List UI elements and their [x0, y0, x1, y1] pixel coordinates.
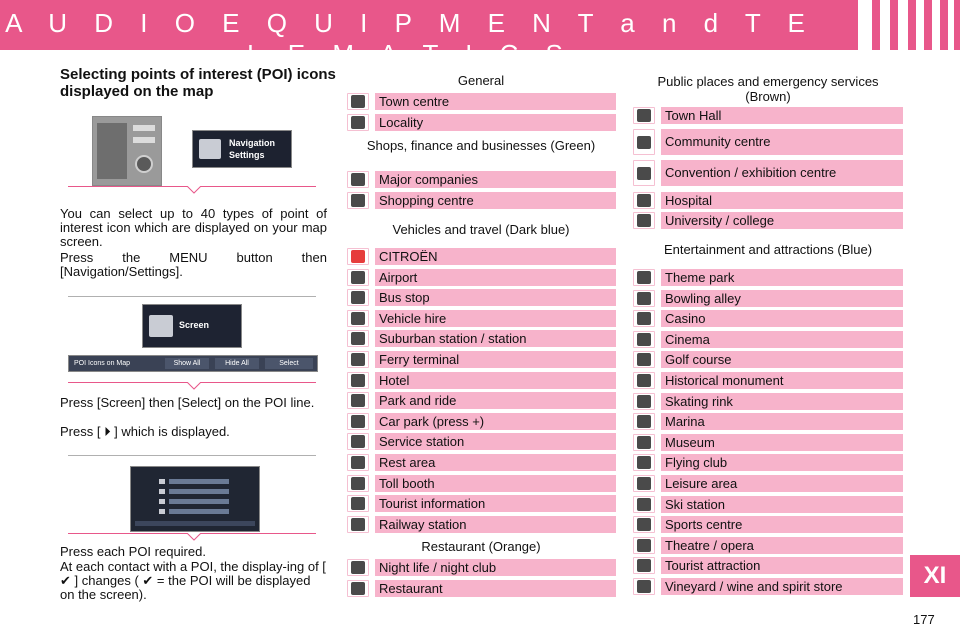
poi-row [633, 496, 903, 513]
poi-icon [347, 580, 369, 597]
poi-symbol-icon [637, 456, 651, 469]
poi-label: Tourist attraction [661, 557, 903, 574]
poi-row [347, 192, 616, 209]
poi-row [633, 413, 903, 430]
poi-icon [633, 310, 655, 327]
list-item [169, 489, 229, 494]
poi-menu-label: POI Icons on Map [74, 360, 131, 367]
poi-label: Suburban station / station [375, 330, 616, 347]
poi-label: Night life / night club [375, 559, 616, 576]
poi-label: Major companies [375, 171, 616, 188]
divider-notch-icon [187, 186, 201, 194]
poi-label: Airport [375, 269, 616, 286]
poi-row [347, 351, 616, 368]
poi-icon [633, 129, 655, 155]
poi-icon [633, 475, 655, 492]
group-heading: Shops, finance and businesses (Green) [366, 138, 596, 153]
poi-symbol-icon [637, 353, 651, 366]
poi-icon [347, 93, 369, 110]
poi-row [347, 289, 616, 306]
section-title: Selecting points of interest (POI) icons displayed on the map [60, 66, 336, 100]
list-item [169, 479, 229, 484]
poi-label: Convention / exhibition centre [661, 160, 903, 186]
poi-icon [347, 413, 369, 430]
poi-symbol-icon [637, 436, 651, 449]
list-item [169, 499, 229, 504]
poi-label: Vineyard / wine and spirit store [661, 578, 903, 595]
check-icon [159, 499, 165, 504]
poi-symbol-icon [351, 271, 365, 284]
page-number: 177 [913, 612, 935, 627]
poi-icon [633, 393, 655, 410]
poi-row [633, 516, 903, 533]
poi-icon [347, 310, 369, 327]
poi-row [347, 392, 616, 409]
group-heading: Public places and emergency services (Brown) [657, 74, 879, 104]
header-title: A U D I O E Q U I P M E N T a n d T E L E M A T I C S [5, 8, 815, 69]
poi-symbol-icon [351, 374, 365, 387]
check-icon [159, 509, 165, 514]
group-heading: Vehicles and travel (Dark blue) [392, 222, 570, 237]
poi-row [347, 310, 616, 327]
poi-symbol-icon [637, 271, 651, 284]
header-stripe [932, 0, 940, 50]
poi-row [633, 269, 903, 286]
poi-icon [347, 495, 369, 512]
poi-icon [633, 578, 655, 595]
poi-row [347, 433, 616, 450]
poi-symbol-icon [637, 167, 651, 180]
poi-symbol-icon [637, 109, 651, 122]
poi-symbol-icon [637, 333, 651, 346]
group-heading: General [457, 73, 505, 88]
poi-symbol-icon [637, 415, 651, 428]
poi-symbol-icon [351, 435, 365, 448]
divider [68, 455, 316, 456]
poi-label: Hotel [375, 372, 616, 389]
poi-label: Casino [661, 310, 903, 327]
poi-icon [633, 290, 655, 307]
show-all-cell: Show All [165, 358, 209, 369]
instruction-para: Press [Screen] then [Select] on the POI line. [60, 395, 315, 410]
poi-row [633, 129, 903, 155]
poi-icon [347, 372, 369, 389]
poi-row [347, 269, 616, 286]
screen-menu-screenshot [142, 304, 242, 348]
header-stripe [916, 0, 924, 50]
poi-label: Rest area [375, 454, 616, 471]
poi-symbol-icon [351, 194, 365, 207]
poi-label: Town Hall [661, 107, 903, 124]
screen-label: Screen [179, 320, 210, 330]
poi-label: Tourist information [375, 495, 616, 512]
header-stripe [898, 0, 908, 50]
instruction-para: You can select up to 40 types of point of interest icon which are displayed on your map screen. [60, 206, 327, 249]
poi-label: Golf course [661, 351, 903, 368]
poi-row [347, 475, 616, 492]
poi-row [633, 310, 903, 327]
check-icon [159, 489, 165, 494]
poi-icon [347, 433, 369, 450]
select-cell: Select [265, 358, 313, 369]
poi-row [633, 192, 903, 209]
poi-label: Bus stop [375, 289, 616, 306]
poi-symbol-icon [637, 477, 651, 490]
poi-row [347, 372, 616, 389]
poi-icon [633, 269, 655, 286]
instruction-para: At each contact with a POI, the display-ing of [ ✔ ] changes ( ✔ = the POI will be displayed on the screen). [60, 559, 326, 602]
poi-label: CITROËN [375, 248, 616, 265]
poi-label: Car park (press +) [375, 413, 616, 430]
poi-icon [347, 248, 369, 265]
poi-symbol-icon [351, 477, 365, 490]
poi-list-screenshot [130, 466, 260, 532]
poi-label: Flying club [661, 454, 903, 471]
poi-icon [633, 537, 655, 554]
poi-symbol-icon [637, 518, 651, 531]
poi-symbol-icon [351, 518, 365, 531]
instruction-para: Press each POI required. [60, 544, 206, 559]
poi-symbol-icon [637, 580, 651, 593]
hide-all-cell: Hide All [215, 358, 259, 369]
poi-label: Sports centre [661, 516, 903, 533]
poi-symbol-icon [637, 292, 651, 305]
poi-label: Railway station [375, 516, 616, 533]
poi-label: Vehicle hire [375, 310, 616, 327]
poi-icon [633, 434, 655, 451]
poi-icon [633, 351, 655, 368]
poi-menu-screenshot [68, 355, 318, 372]
poi-icon [347, 330, 369, 347]
section-tab: XI [910, 555, 960, 597]
poi-icon [347, 351, 369, 368]
device-button [133, 137, 155, 143]
poi-row [633, 351, 903, 368]
poi-icon [347, 475, 369, 492]
poi-icon [347, 269, 369, 286]
poi-symbol-icon [351, 116, 365, 129]
instruction-para: Press the MENU button then [Navigation/Settings]. [60, 250, 327, 279]
poi-symbol-icon [637, 395, 651, 408]
poi-symbol-icon [351, 291, 365, 304]
poi-row [347, 516, 616, 533]
divider [68, 296, 316, 297]
poi-icon [633, 496, 655, 513]
poi-label: University / college [661, 212, 903, 229]
poi-symbol-icon [637, 539, 651, 552]
poi-label: Restaurant [375, 580, 616, 597]
poi-row [347, 171, 616, 188]
poi-label: Hospital [661, 192, 903, 209]
poi-row [633, 434, 903, 451]
poi-icon [347, 289, 369, 306]
poi-label: Toll booth [375, 475, 616, 492]
nav-label-1: Navigation [229, 138, 276, 148]
poi-symbol-icon [351, 456, 365, 469]
poi-symbol-icon [637, 136, 651, 149]
poi-symbol-icon [637, 374, 651, 387]
poi-symbol-icon [637, 559, 651, 572]
page-header [0, 0, 960, 69]
poi-row [347, 454, 616, 471]
poi-row [633, 578, 903, 595]
poi-label: Town centre [375, 93, 616, 110]
device-knob [135, 155, 153, 173]
poi-icon [633, 454, 655, 471]
poi-label: Service station [375, 433, 616, 450]
poi-row [633, 537, 903, 554]
poi-symbol-icon [351, 173, 365, 186]
poi-symbol-icon [351, 312, 365, 325]
device-button [133, 125, 155, 131]
poi-icon [633, 212, 655, 229]
poi-row [347, 114, 616, 131]
navigation-settings-screenshot [192, 130, 292, 168]
poi-icon [347, 114, 369, 131]
poi-label: Ski station [661, 496, 903, 513]
group-heading: Entertainment and attractions (Blue) [663, 242, 873, 257]
poi-row [633, 372, 903, 389]
poi-label: Cinema [661, 331, 903, 348]
poi-row [633, 475, 903, 492]
poi-row [633, 331, 903, 348]
poi-symbol-icon [637, 498, 651, 511]
poi-symbol-icon [351, 332, 365, 345]
poi-row [347, 330, 616, 347]
poi-symbol-icon [351, 95, 365, 108]
poi-row [347, 580, 616, 597]
poi-label: Bowling alley [661, 290, 903, 307]
divider-notch-icon [187, 382, 201, 390]
check-icon [159, 479, 165, 484]
poi-icon [633, 107, 655, 124]
instruction-para: Press [ ⏵ ] which is displayed. [60, 424, 230, 439]
poi-label: Skating rink [661, 393, 903, 410]
poi-row [347, 248, 616, 265]
poi-row [633, 557, 903, 574]
device-photo [92, 116, 162, 186]
poi-row [633, 212, 903, 229]
poi-icon [633, 192, 655, 209]
poi-icon [347, 192, 369, 209]
poi-symbol-icon [351, 582, 365, 595]
poi-symbol-icon [637, 312, 651, 325]
device-screen [97, 123, 127, 179]
poi-row [633, 454, 903, 471]
poi-label: Leisure area [661, 475, 903, 492]
poi-row [633, 160, 903, 186]
navigation-icon [199, 139, 221, 159]
poi-label: Ferry terminal [375, 351, 616, 368]
header-stripe [880, 0, 890, 50]
poi-label: Theatre / opera [661, 537, 903, 554]
divider-notch-icon [187, 533, 201, 541]
poi-icon [347, 516, 369, 533]
poi-row [347, 495, 616, 512]
poi-label: Theme park [661, 269, 903, 286]
poi-symbol-icon [351, 394, 365, 407]
poi-label: Shopping centre [375, 192, 616, 209]
poi-symbol-icon [351, 353, 365, 366]
header-stripe [948, 0, 954, 50]
group-heading: Restaurant (Orange) [421, 539, 541, 554]
poi-icon [633, 516, 655, 533]
poi-icon [633, 160, 655, 186]
poi-icon [633, 331, 655, 348]
poi-symbol-icon [351, 561, 365, 574]
poi-icon [633, 372, 655, 389]
poi-label: Locality [375, 114, 616, 131]
poi-icon [347, 454, 369, 471]
poi-label: Community centre [661, 129, 903, 155]
poi-symbol-icon [351, 250, 365, 263]
poi-icon [347, 559, 369, 576]
poi-symbol-icon [637, 214, 651, 227]
poi-row [347, 413, 616, 430]
poi-row [633, 393, 903, 410]
list-footer [135, 521, 255, 526]
poi-row [633, 290, 903, 307]
poi-symbol-icon [637, 194, 651, 207]
poi-label: Museum [661, 434, 903, 451]
poi-symbol-icon [351, 415, 365, 428]
list-item [169, 509, 229, 514]
poi-icon [633, 413, 655, 430]
poi-symbol-icon [351, 497, 365, 510]
poi-icon [347, 171, 369, 188]
poi-row [347, 559, 616, 576]
screen-icon [149, 315, 173, 337]
poi-label: Historical monument [661, 372, 903, 389]
poi-label: Park and ride [375, 392, 616, 409]
poi-icon [347, 392, 369, 409]
header-stripe [858, 0, 872, 50]
poi-icon [633, 557, 655, 574]
poi-label: Marina [661, 413, 903, 430]
poi-row [633, 107, 903, 124]
poi-row [347, 93, 616, 110]
nav-label-2: Settings [229, 150, 265, 160]
